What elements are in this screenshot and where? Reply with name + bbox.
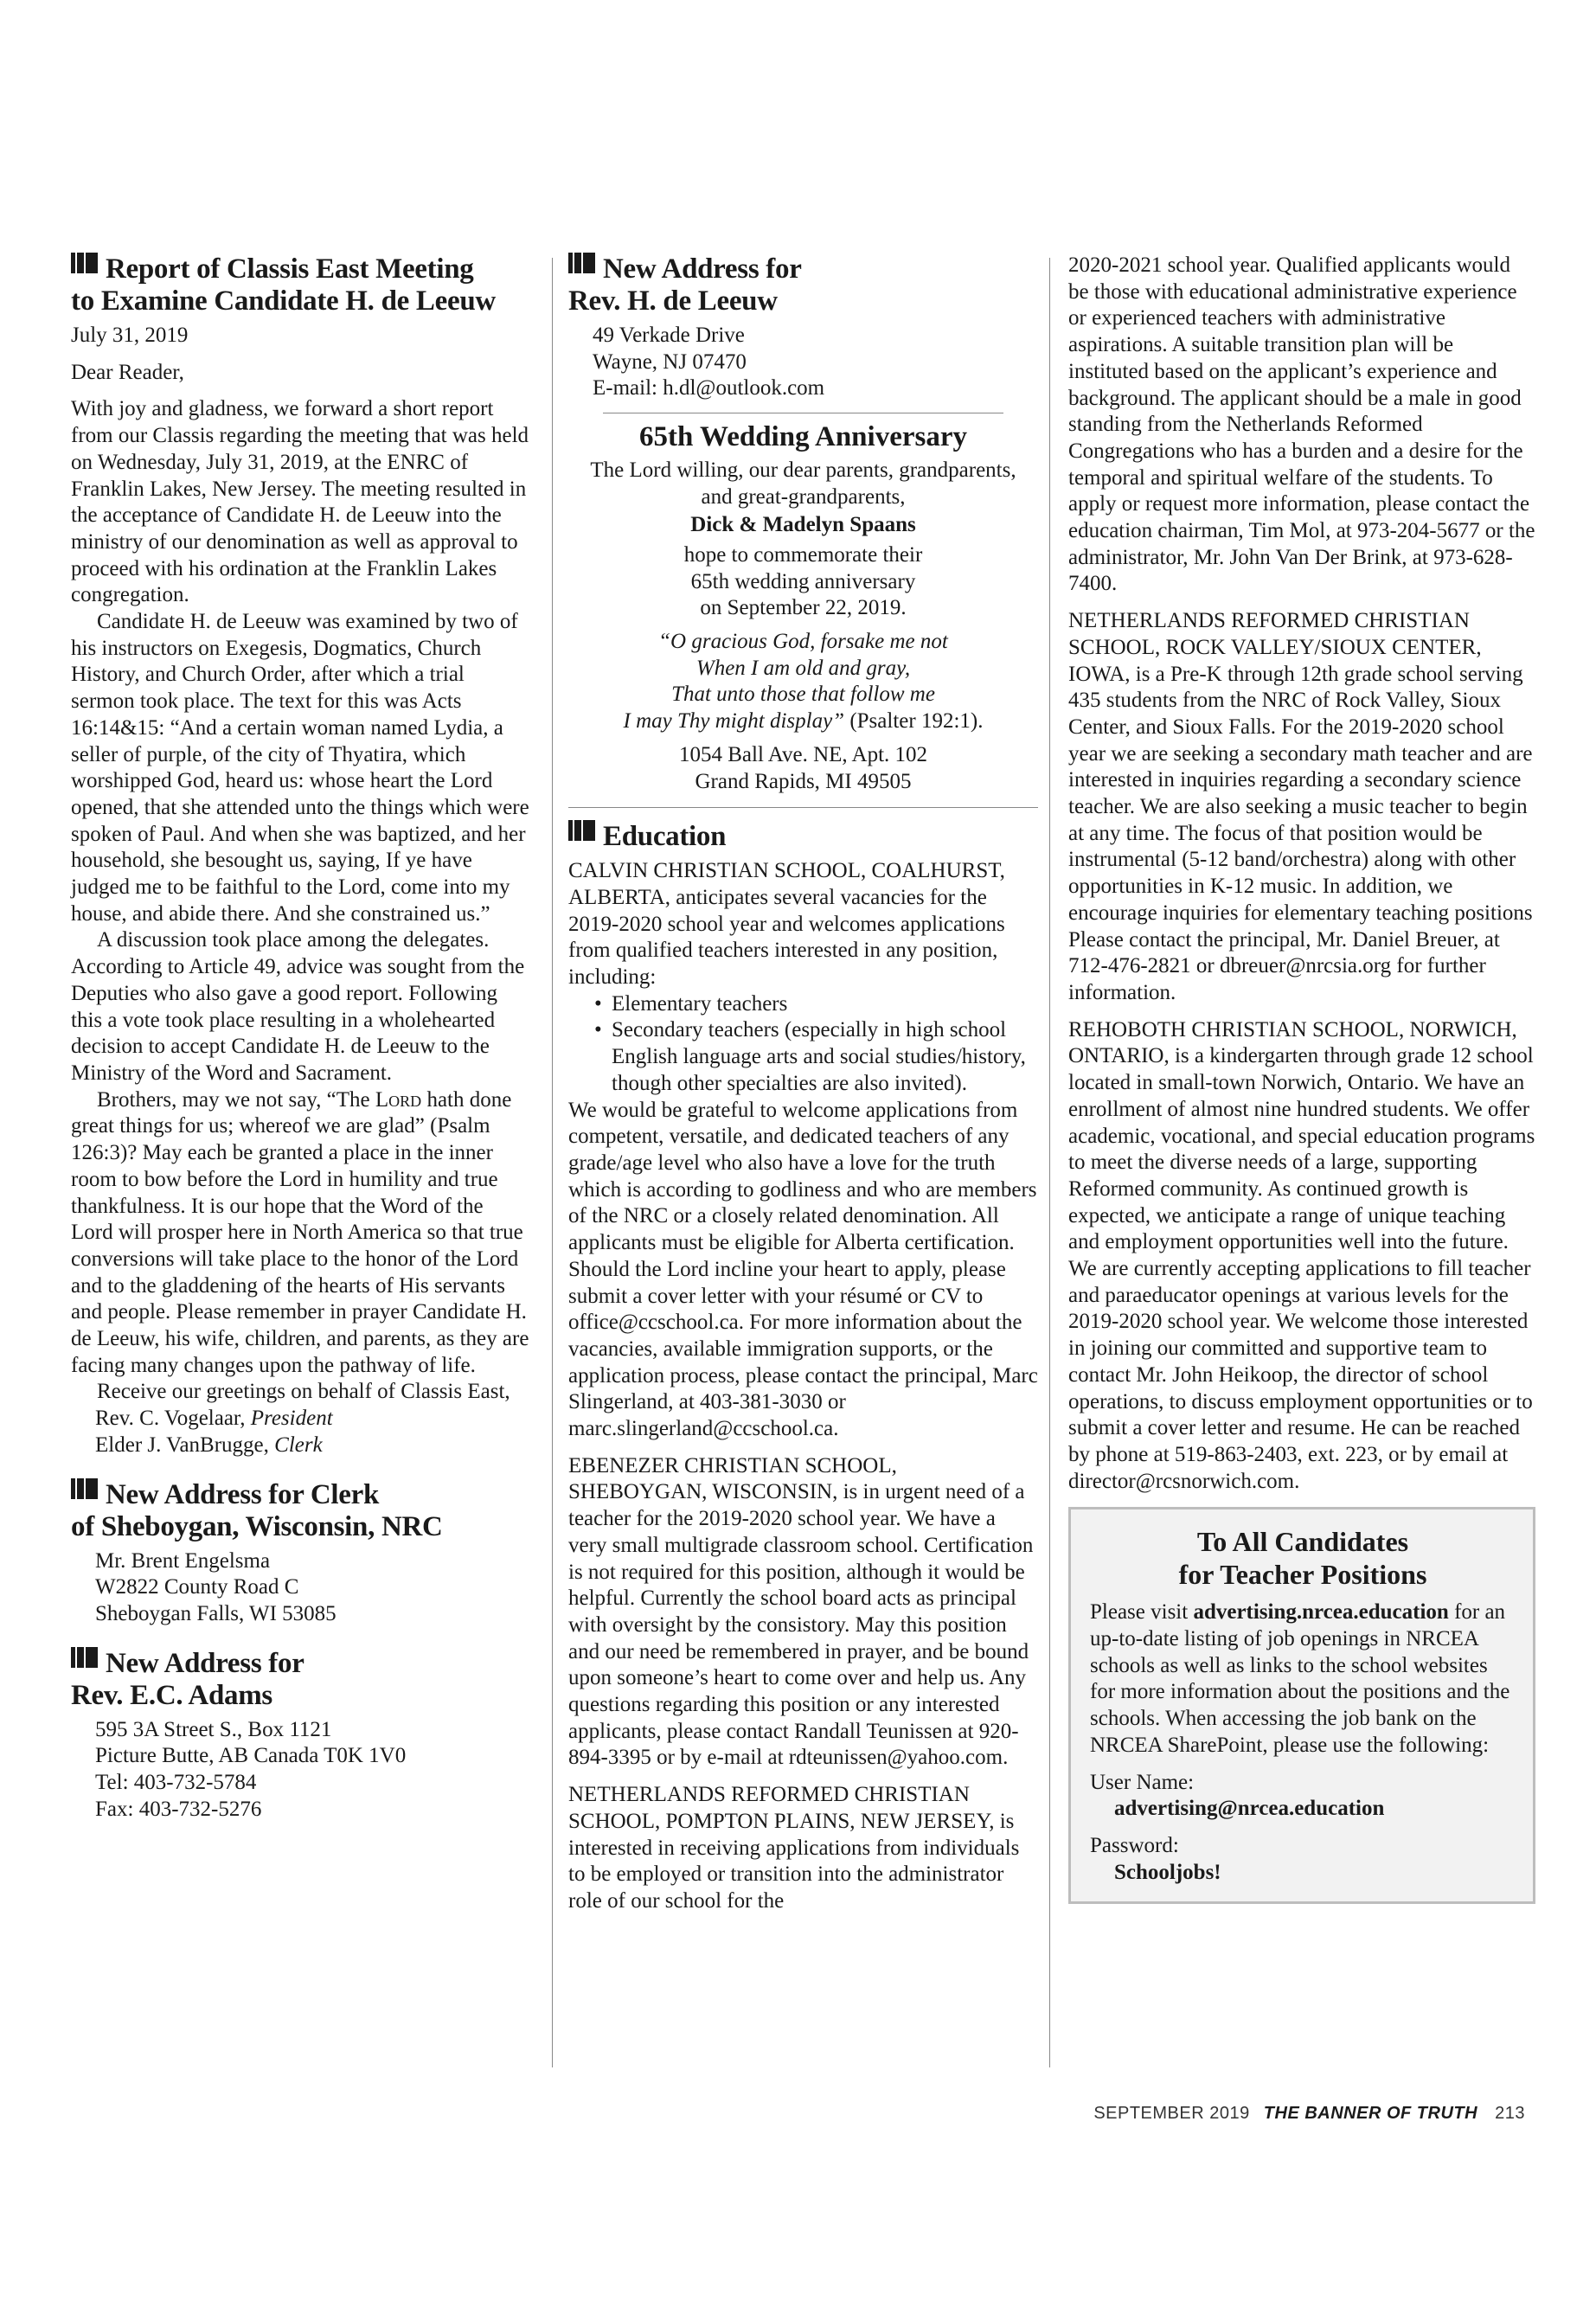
divider xyxy=(568,807,1038,808)
wedding-anniversary-notice: 65th Wedding Anniversary The Lord willing, our dear parents, grandparents, and great-grandparents, Dick & Madelyn Spaans hope to commemorate their 65th wedding anniversary on September 22, 2019. “O gracious God, forsake me not When I am old and gray, That unto those that follow me I may Thy might display” (Psalter 192:1). 1054 Ball Ave. NE, Apt. 102 Grand Rapids, MI 49505 xyxy=(568,424,1038,795)
pompton-listing-continued: 2020-2021 school year. Qualified applicants would be those with educational administrative experience or experienced teachers with administrative aspirations. A suitable transition plan will be instituted based on the applicant’s experience and background. The applicant should be a male in good standing from the Netherlands Reformed Congregations who has a burden and a desire for the temporal and spiritual welfare of the students. To apply or request more information, please contact the education chairman, Tim Mol, at 973-204-5677 or the administrator, Mr. John Van Der Brink, at 973-628-7400. xyxy=(1068,253,1535,596)
column-right xyxy=(1068,253,1535,1904)
box-title: To All Candidates for Teacher Positions xyxy=(1178,1526,1427,1591)
issue-date: SEPTEMBER 2019 xyxy=(1093,2104,1250,2123)
education-heading: Education xyxy=(568,820,1038,853)
adams-address: 595 3A Street S., Box 1121 Picture Butte, AB Canada T0K 1V0 Tel: 403-732-5784 Fax: 403-732-5276 xyxy=(95,1717,407,1821)
report-paragraph-3: A discussion took place among the delegates. According to Article 49, advice was sought from the Deputies who also gave a good report. Following this a vote took place resulting in a wholehearted decision to accept Candidate H. de Leeuw to the Ministry of the Word and Sacrament. xyxy=(71,928,525,1085)
password-value: Schooljobs! xyxy=(1114,1860,1221,1884)
report-paragraph-4: Brothers, may we not say, “The Lord hath done great things for us; whereof we are glad” (Psalm 126:3)? May each be granted a place in the inner room to bow before the Lord in humility and true thankfulness. It is our hope that the Word of the Lord will prosper here in North America so that true conversions will take place to the honor of the Lord and to the gladdening of the hearts of His servants and people. Please remember in prayer Candidate H. de Leeuw, his wife, children, and parents, as they are facing many changes upon the pathway of life. xyxy=(71,1087,529,1377)
rehoboth-listing: REHOBOTH CHRISTIAN SCHOOL, NORWICH, ONTARIO, is a kindergarten through grade 12 school located in small-town Norwich, Ontario. We have an enrollment of almost nine hundred students. We offer academic, vocational, and special education programs to meet the diverse needs of a large, supporting Reformed community. As continued growth is expected, we anticipate a range of unique teaching and employment opportunities well into the future. We are currently accepting applications to fill teacher and paraeducator openings at various levels for the 2019-2020 school year. We welcome those interested in joining our committed and supportive team to contact Mr. John Heikoop, the director of school operations, to discuss employment opportunities or to submit a cover letter and resume. He can be reached by phone at 519-863-2403, ext. 223, or by email at director@rcsnorwich.com. xyxy=(1068,1017,1535,1493)
username-label: User Name: xyxy=(1090,1770,1195,1794)
clerk-address: Mr. Brent Engelsma W2822 County Road C Sheboygan Falls, WI 53085 xyxy=(95,1548,337,1625)
psalter-quote: “O gracious God, forsake me not xyxy=(658,630,948,654)
column-middle xyxy=(568,253,1038,1915)
advertising-link[interactable]: advertising.nrcea.education xyxy=(1193,1600,1449,1625)
section-bars-icon xyxy=(568,253,598,273)
magazine-name: THE BANNER OF TRUTH xyxy=(1263,2104,1478,2123)
teacher-candidates-box xyxy=(1068,1507,1535,1904)
calvin-intro: CALVIN CHRISTIAN SCHOOL, COALHURST, ALBERTA, anticipates several vacancies for the 2019-2020 school year and welcomes applications from qualified teachers interested in any position, including: xyxy=(568,859,1005,990)
signature-clerk: Elder J. VanBrugge, Clerk xyxy=(95,1433,323,1457)
list-item: • Elementary teachers xyxy=(594,991,1038,1018)
report-paragraph-2: Candidate H. de Leeuw was examined by two of his instructors on Exegesis, Dogmatics, Church History, and Church Order, after which a trial sermon took place. The text for this was Acts 16:14&15: “And a certain woman named Lydia, a seller of purple, of the city of Thyatira, which worshipped God, heard us: whose heart the Lord opened, that she attended unto the things which were spoken of Paul. And when she was baptized, and her household, she besought us, saying, If ye have judged me to be faithful to the Lord, come into my house, and abide there. And she constrained us.” xyxy=(71,610,529,926)
report-heading: Report of Classis East Meeting to Examine Candidate H. de Leeuw xyxy=(71,253,496,317)
adams-address-heading: New Address for Rev. E.C. Adams xyxy=(71,1647,304,1711)
column-divider-2 xyxy=(1049,258,1050,2067)
report-salutation: Dear Reader, xyxy=(71,360,184,384)
list-item: • Secondary teachers (especially in high school English language arts and social studies/history, though other specialties are also invited). xyxy=(594,1017,1038,1097)
deleeuw-address: 49 Verkade Drive Wayne, NJ 07470 E-mail: h.dl@outlook.com xyxy=(593,324,825,401)
deleeuw-address-heading: New Address for Rev. H. de Leeuw xyxy=(568,253,802,317)
rockvalley-listing: NETHERLANDS REFORMED CHRISTIAN SCHOOL, ROCK VALLEY/SIOUX CENTER, IOWA, is a Pre-K through 12th grade school serving 435 students from the NRC of Rock Valley, Sioux Center, and Sioux Falls. For the 2019-2020 school year we are seeking a secondary math teacher and are interested in inquiries regarding a secondary science teacher. We are also seeking a music teacher to begin at any time. The focus of that position would be instrumental (5-12 band/orchestra) along with other opportunities in K-12 music. In addition, we encourage inquiries for elementary teaching positions Please contact the principal, Mr. Daniel Breuer, at 712-476-2821 or dbreuer@nrcsia.org for further information. xyxy=(1068,609,1533,1004)
calvin-body: We would be grateful to welcome applications from competent, versatile, and dedicated teachers of any grade/age level who also have a love for the truth which is according to godliness and who are members of the NRC or a closely related denomination. All applicants must be eligible for Alberta certification. Should the Lord incline your heart to apply, please submit a cover letter with your résumé or CV to office@ccschool.ca. For more information about the vacancies, available immigration supports, or the application process, please contact the principal, Marc Slingerland, at 403-381-3030 or marc.slingerland@ccschool.ca. xyxy=(568,1098,1038,1441)
section-bars-icon xyxy=(71,1647,100,1668)
calvin-positions-list xyxy=(568,991,1038,1098)
section-bars-icon xyxy=(568,820,598,841)
couple-names: Dick & Madelyn Spaans xyxy=(690,513,916,537)
username-value: advertising@nrcea.education xyxy=(1114,1797,1385,1821)
report-closing: Receive our greetings on behalf of Classis East, xyxy=(97,1380,510,1404)
page-number: 213 xyxy=(1495,2104,1525,2123)
report-date: July 31, 2019 xyxy=(71,324,189,347)
signature-president: Rev. C. Vogelaar, President xyxy=(95,1407,333,1431)
box-body: Please visit advertising.nrcea.education for an up-to-date listing of job openings in NRCEA schools as well as links to the school websites for more information about the positions and the schools. When accessing the job bank on the NRCEA SharePoint, please use the following: xyxy=(1090,1600,1510,1757)
clerk-address-heading: New Address for Clerk of Sheboygan, Wisconsin, NRC xyxy=(71,1478,443,1542)
ebenezer-listing: EBENEZER CHRISTIAN SCHOOL, SHEBOYGAN, WISCONSIN, is in urgent need of a teacher for the 2019-2020 school year. We have a very small multigrade classroom school. Certification is not required for this position, although it would be helpful. Currently the school board acts as principal with oversight by the consistory. May this position and our need be remembered in prayer, and be bound upon someone’s heart to come over and help us. Any questions regarding this position or any interested applicants, please contact Randall Teunissen at 920-894-3395 or by e-mail at rdteunissen@yahoo.com. xyxy=(568,1453,1034,1770)
wedding-title: 65th Wedding Anniversary xyxy=(639,421,967,453)
column-left xyxy=(71,253,529,1823)
password-label: Password: xyxy=(1090,1833,1179,1857)
page-footer xyxy=(1093,2104,1525,2124)
report-paragraph-1: With joy and gladness, we forward a short report from our Classis regarding the meeting that was held on Wednesday, July 31, 2019, at the ENRC of Franklin Lakes, New Jersey. The meeting resulted in the acceptance of Candidate H. de Leeuw into the ministry of our denomination as well as approval to proceed with his ordination at the Franklin Lakes congregation. xyxy=(71,397,529,607)
column-divider-1 xyxy=(552,258,553,2067)
pompton-listing: NETHERLANDS REFORMED CHRISTIAN SCHOOL, POMPTON PLAINS, NEW JERSEY, is interested in receiving applications from individuals to be employed or transition into the administrator role of our school for the xyxy=(568,1783,1020,1913)
section-bars-icon xyxy=(71,1478,100,1499)
section-bars-icon xyxy=(71,253,100,273)
